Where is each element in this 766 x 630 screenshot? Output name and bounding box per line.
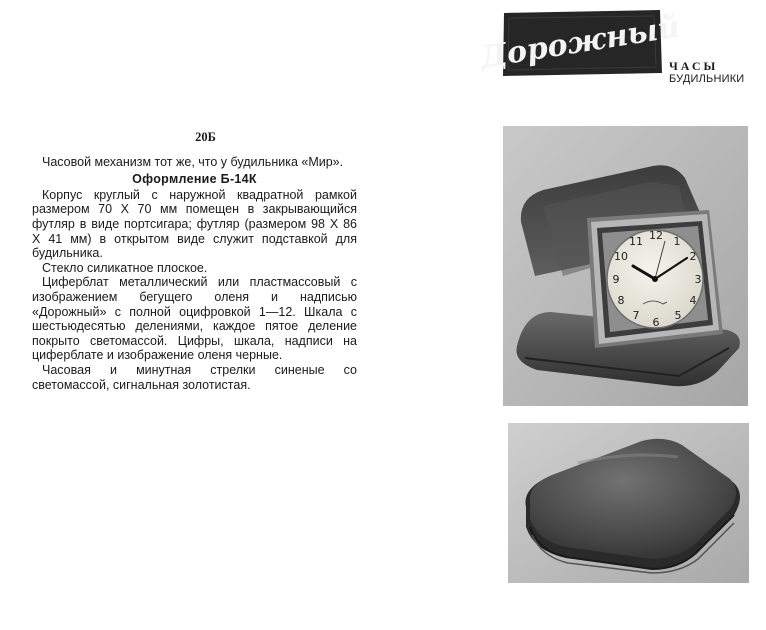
brand-logo <box>477 9 683 77</box>
catalog-number: 20Б <box>195 130 216 144</box>
svg-text:3: 3 <box>694 273 702 286</box>
svg-text:8: 8 <box>617 294 625 307</box>
svg-text:10: 10 <box>614 250 628 263</box>
svg-text:9: 9 <box>612 273 620 286</box>
case-paragraph: Корпус круглый с наружной квадратной рамкой размером 70 X 70 мм помещен в закрывающийся футляр в виде портсигара; футляр (размером 98 X 86 X 41 мм) в открытом виде служит подставкой для будильника. <box>32 187 357 261</box>
description-column <box>32 130 357 392</box>
closed-case-photo <box>508 423 749 583</box>
svg-text:7: 7 <box>632 309 640 322</box>
svg-text:2: 2 <box>689 250 697 263</box>
svg-text:5: 5 <box>674 309 682 322</box>
intro-paragraph: Часовой механизм тот же, что у будильника «Мир». <box>42 154 344 169</box>
design-heading: Оформление Б-14К <box>132 172 257 187</box>
svg-text:4: 4 <box>689 294 697 307</box>
svg-text:6: 6 <box>652 316 660 329</box>
open-clock-photo <box>503 126 748 406</box>
glass-paragraph: Стекло силикатное плоское. <box>42 260 208 275</box>
logo-wordmark: Дорожный <box>477 9 683 76</box>
svg-text:1: 1 <box>673 235 681 248</box>
section-subtitle: БУДИЛЬНИКИ <box>669 73 745 85</box>
svg-text:11: 11 <box>629 235 643 248</box>
dial-paragraph: Циферблат металлический или пластмассовый с изображением бегущего оленя и надписью «Дорожный» с полной оцифровкой 1—12. Шкала с шестьюдесятью делениями, каждое пятое деление покрыто светомассой. Цифры, шкала, надписи на циферблате и изображение оленя черные. <box>32 275 357 363</box>
hands-paragraph: Часовая и минутная стрелки синеные со светомассой, сигнальная золотистая. <box>32 362 357 392</box>
section-title: ЧАСЫ <box>669 59 719 73</box>
svg-text:12: 12 <box>649 229 663 242</box>
